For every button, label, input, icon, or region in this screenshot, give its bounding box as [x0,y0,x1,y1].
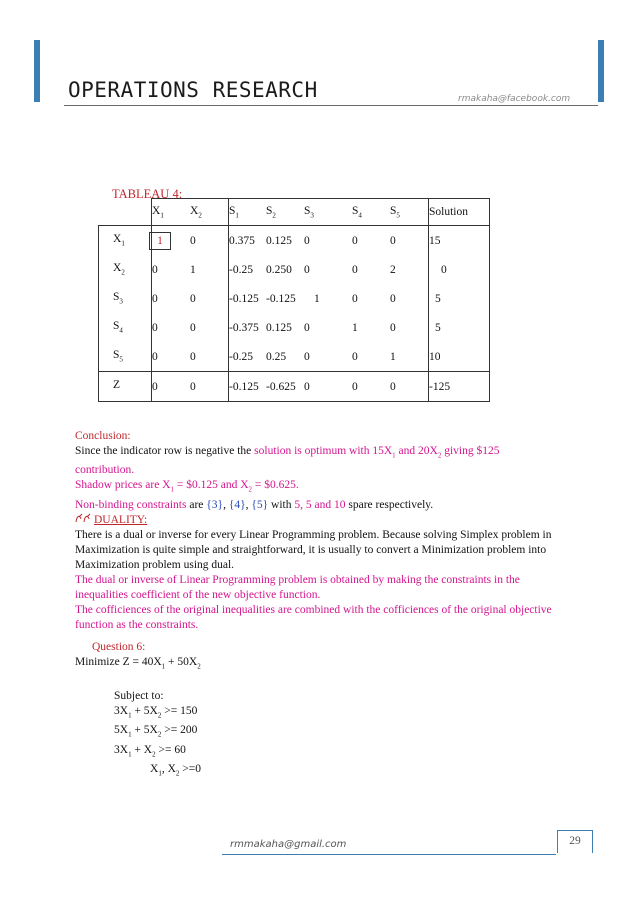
non-negativity: $X_1$, $X_2 >=0$ [150,762,201,778]
table-cell: 0 [352,226,390,256]
table-cell: 0 [152,342,191,372]
constraint-2: $5X_1 + 5X_2 >= 200$ [114,724,198,739]
header-right-bar [598,40,604,102]
constraints-block [114,689,201,781]
question-objective: Minimize $Z = 40X_1 + 50X_2$ [75,656,201,671]
table-cell: 1 [352,321,358,334]
table-cell: 0 [304,263,310,276]
duality-p3: Maximization problem using dual. [75,559,235,571]
tableau-table [98,198,490,402]
subject-to-label: Subject to: [114,690,164,702]
duality-p7: function as the constraints. [75,619,199,631]
table-cell: -0.125 [229,284,267,313]
table-cell: -125 [429,372,490,402]
header-left-bar [34,40,40,102]
header-email: rmakaha@facebook.com [458,94,571,104]
header-title: OPERATIONS RESEARCH [68,78,318,102]
table-cell: 0 [390,292,396,305]
table-cell: 0 [152,284,191,313]
table-cell: -0.375 [229,313,267,342]
conclusion-line-1: Since the indicator row is negative the solution is optimum with $15X_1$ and $20X_2$ giving $125 [75,445,500,460]
conclusion-line-2: contribution. [75,464,135,477]
footer-rule [222,854,556,855]
table-cell: 0 [190,350,196,363]
tableau-title: TABLEAU 4: [112,187,183,201]
table-cell: 0 [390,226,429,256]
duality-heading: DUALITY: [94,514,148,526]
table-cell: 0 [304,350,310,363]
pivot-cell [152,226,191,256]
footer-email: rmmakaha@gmail.com [230,839,347,850]
table-cell: -0.25 [229,342,267,372]
duality-icon [75,513,91,524]
row-var: Z [99,372,152,402]
table-cell: 0.125 [266,226,304,256]
table-cell: 0 [152,313,191,342]
col-header: $X_1$ [152,199,191,226]
table-cell: 0 [304,321,310,334]
table-cell: 0 [390,372,429,402]
col-header: $X_2$ [190,199,229,226]
table-row [99,342,490,372]
table-cell: 0 [304,226,352,256]
table-cell: 1 [390,350,396,363]
table-cell: 0.25 [266,350,287,363]
table-cell: -0.25 [229,255,267,284]
duality-section [75,513,552,633]
page-number: 29 [557,830,593,853]
tableau-header-row [99,199,490,226]
table-cell: 0 [190,292,196,305]
conclusion-line-4: Non-binding constraints are {3}, {4}, {5} with 5, 5 and 10 spare respectively. [75,498,434,511]
table-cell: 1 [314,292,320,305]
table-cell: 0 [304,372,352,402]
col-header: $S_4$ [352,199,390,226]
table-cell: -0.625 [266,372,304,402]
conclusion-line-3: Shadow prices are $X_1$ = $0.125 and $X_2$ = $0.625. [75,479,299,494]
table-cell: 15 [429,226,490,256]
col-header: $S_3$ [304,199,352,226]
table-cell: 0 [152,372,191,402]
duality-p1: There is a dual or inverse for every Linear Programming problem. Because solving Simplex problem in [75,529,552,541]
table-cell: 0 [352,372,390,402]
row-var: $X_1$ [99,226,152,256]
conclusion-section [75,429,499,513]
col-header: $S_1$ [229,199,267,226]
table-cell: -0.125 [266,292,296,305]
row-var: $X_2$ [99,255,152,284]
duality-heading-row [75,513,552,528]
constraint-1: $3X_1 + 5X_2 >= 150$ [114,705,198,720]
question-heading: Question 6: [92,641,146,653]
pivot-element: 1 [149,232,171,250]
table-cell: 0 [390,321,396,334]
table-cell: 0.375 [229,226,267,256]
conclusion-heading: Conclusion: [75,430,131,442]
table-cell: 1 [190,263,196,276]
header-rule [64,105,598,106]
duality-p6: The cofficiences of the original inequalities are combined with the cofficiences of the original objective [75,604,552,616]
table-row [99,226,490,256]
table-cell: 0 [190,226,229,256]
table-row [99,255,490,284]
table-cell: 2 [390,263,396,276]
col-header: $S_2$ [266,199,304,226]
table-cell: 0 [429,255,490,284]
table-cell: 10 [429,342,490,372]
table-cell: 0.125 [266,321,292,334]
table-row [99,313,490,342]
col-header-solution: Solution [429,199,490,226]
constraint-3: $3X_1 + X_2 >= 60$ [114,743,186,758]
duality-p2: Maximization is quite simple and straightforward, it is usually to convert a Minimization problem into [75,544,547,556]
row-var: $S_5$ [99,342,152,372]
table-cell: 0 [190,321,196,334]
duality-p4: The dual or inverse of Linear Programming problem is obtained by making the constraints in the [75,574,520,586]
table-row [99,284,490,313]
table-cell: 0.250 [266,263,292,276]
duality-p5: inequalities coefficient of the new objective function. [75,589,321,601]
row-var: $S_3$ [99,284,152,313]
col-header: $S_5$ [390,199,429,226]
table-cell: 5 [429,284,490,313]
table-cell: 0 [352,292,358,305]
tableau-corner [99,199,152,226]
table-cell: 0 [352,263,358,276]
table-cell: 0 [152,255,191,284]
table-cell: 0 [190,372,229,402]
table-cell: 5 [429,313,490,342]
row-var: $S_4$ [99,313,152,342]
table-cell: 0 [352,350,358,363]
table-cell: -0.125 [229,372,267,402]
table-row [99,372,490,402]
